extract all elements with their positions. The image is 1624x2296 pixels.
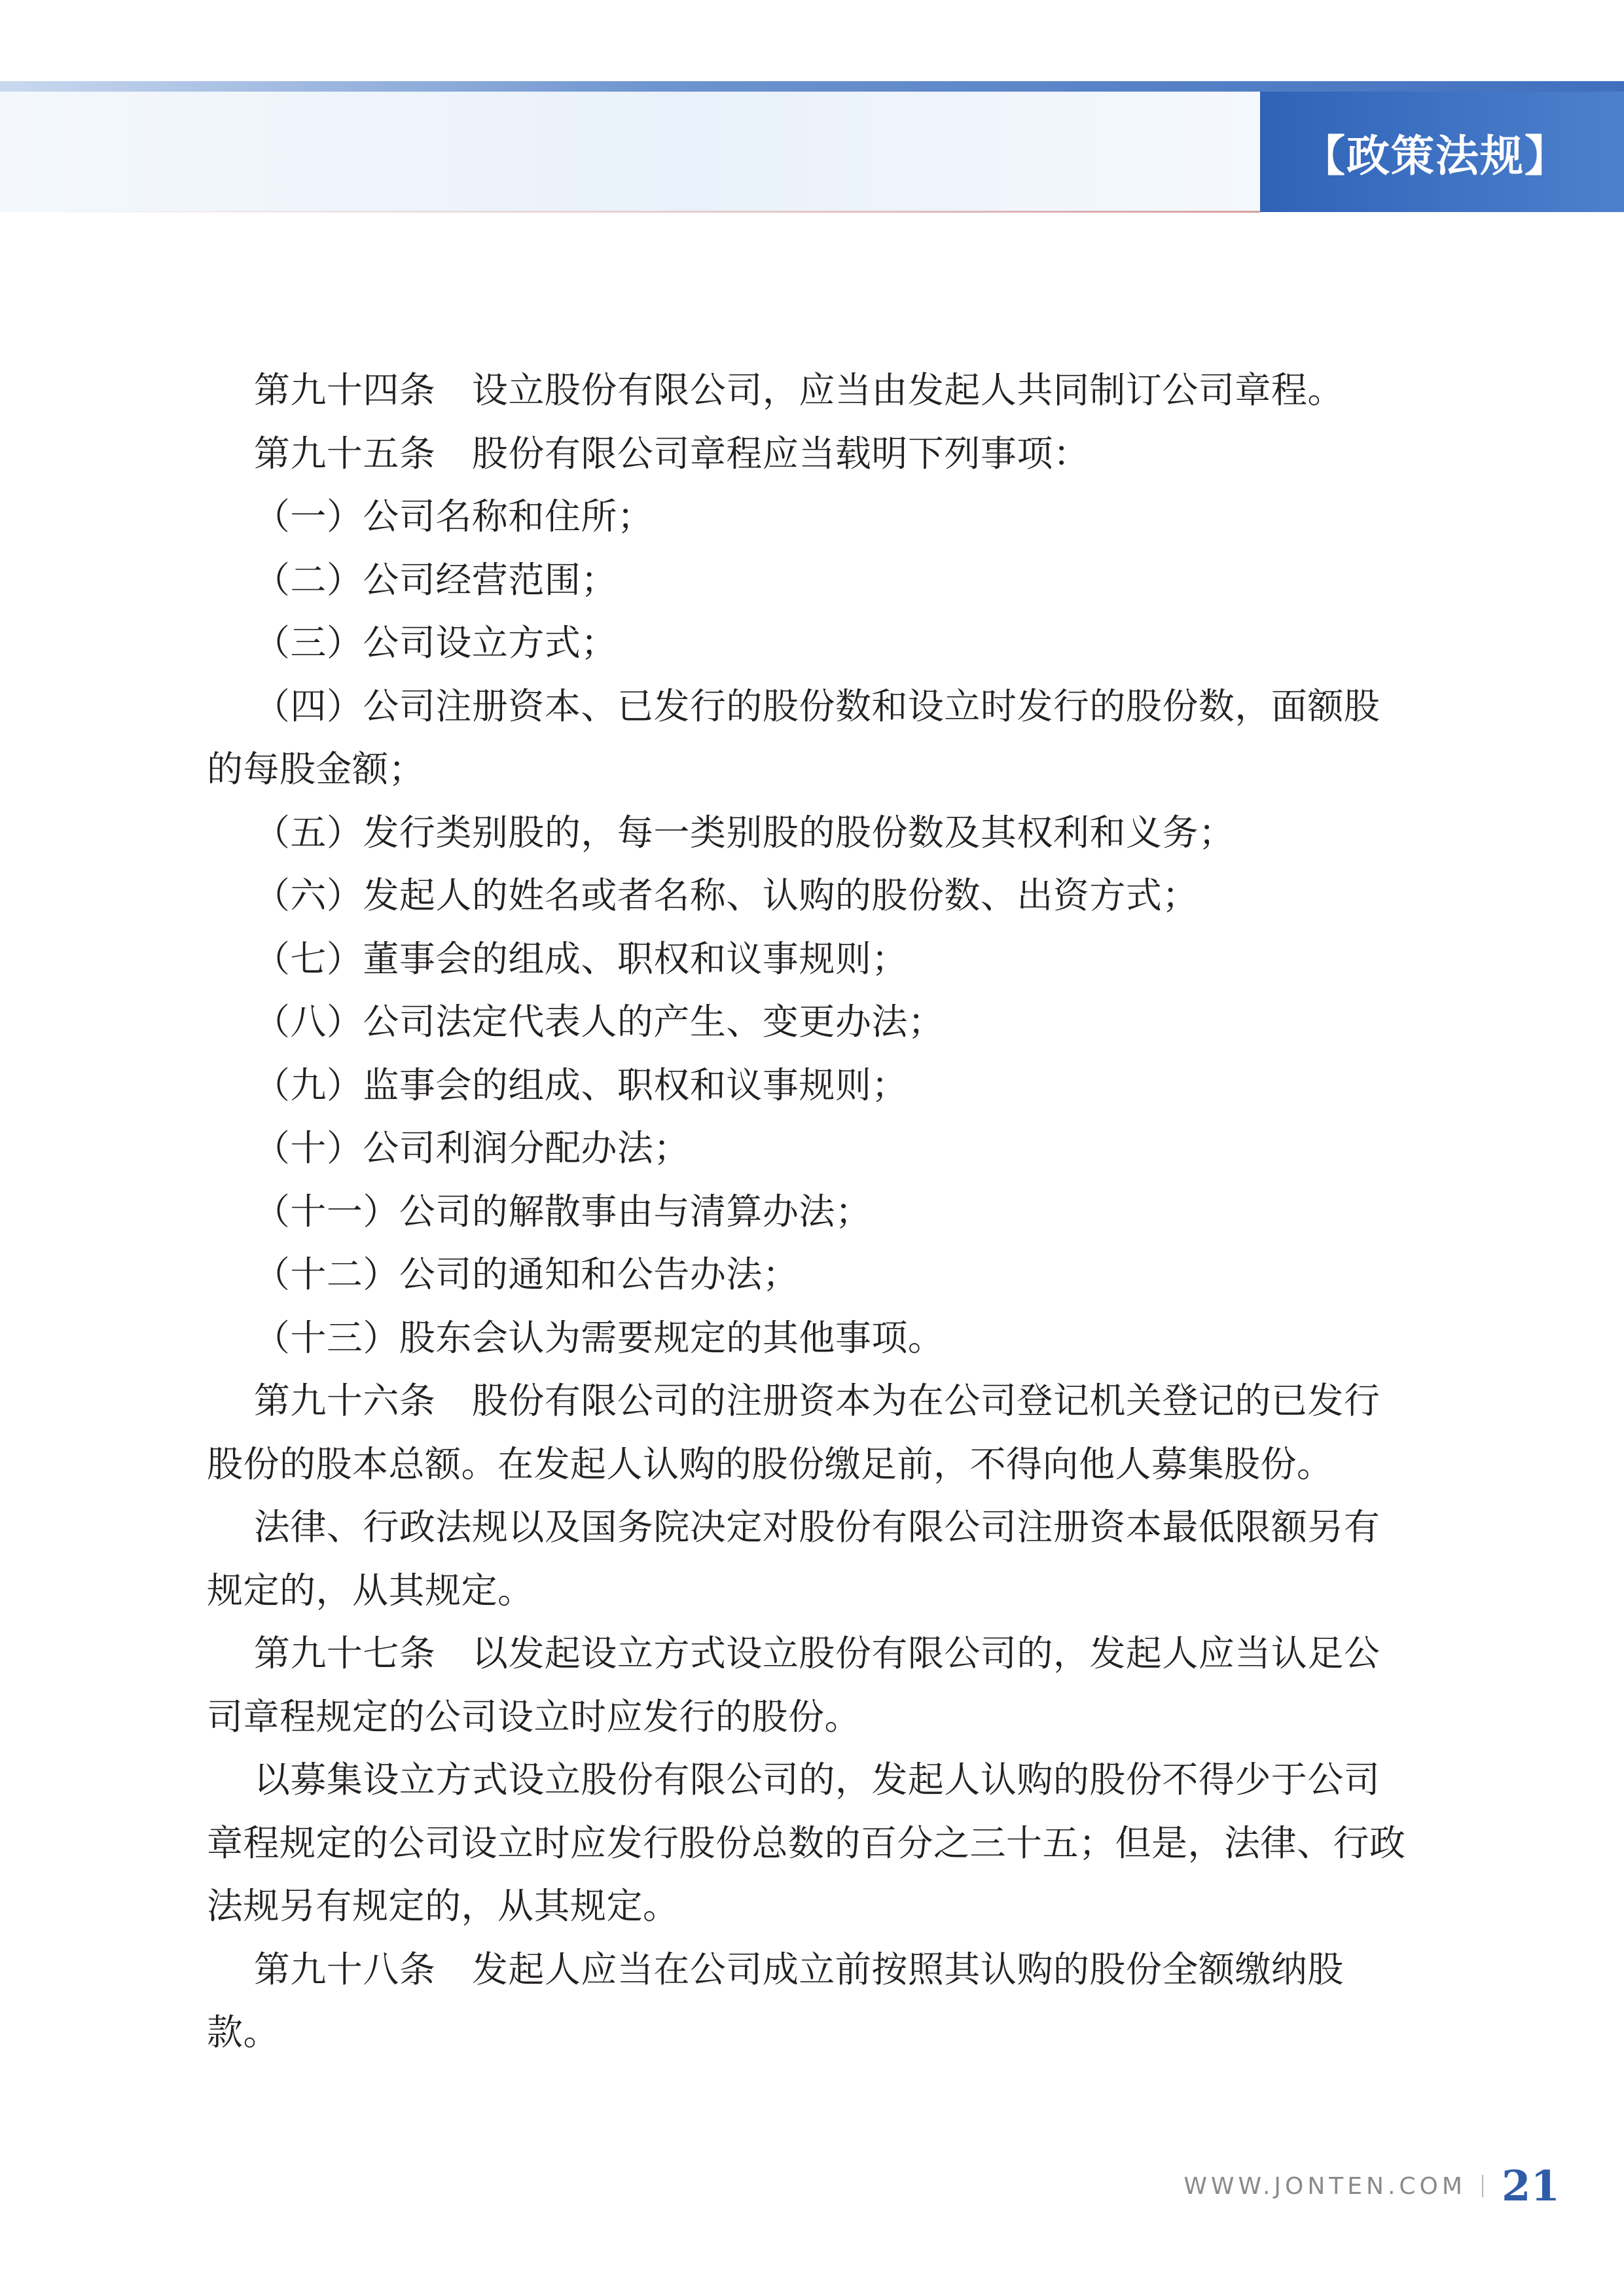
text-line: 司章程规定的公司设立时应发行的股份。	[207, 1695, 861, 1738]
footer-separator	[1482, 2175, 1483, 2197]
text-line: （八）公司法定代表人的产生、变更办法；	[207, 1001, 945, 1043]
section-tab-label: 【政策法规】	[1302, 130, 1569, 181]
text-line: （十）公司利润分配办法；	[207, 1127, 690, 1169]
text-line: 第九十四条 设立股份有限公司，应当由发起人共同制订公司章程。	[207, 369, 1344, 411]
text-line: （四）公司注册资本、已发行的股份数和设立时发行的股份数，面额股	[207, 685, 1380, 727]
header-band	[0, 92, 1260, 212]
header-accent-line	[0, 81, 1624, 92]
text-line: 股份的股本总额。在发起人认购的股份缴足前，不得向他人募集股份。	[207, 1443, 1333, 1485]
text-line: 规定的，从其规定。	[207, 1569, 534, 1611]
text-line: 以募集设立方式设立股份有限公司的，发起人认购的股份不得少于公司	[207, 1759, 1380, 1801]
text-line: （一）公司名称和住所；	[207, 495, 654, 537]
text-line: （二）公司经营范围；	[207, 558, 617, 601]
text-line: 法律、行政法规以及国务院决定对股份有限公司注册资本最低限额另有	[207, 1506, 1380, 1548]
text-line: （五）发行类别股的，每一类别股的股份数及其权利和义务；	[207, 811, 1235, 853]
text-line: 第九十六条 股份有限公司的注册资本为在公司登记机关登记的已发行	[207, 1380, 1380, 1422]
text-line: （十三）股东会认为需要规定的其他事项。	[207, 1316, 945, 1359]
page-footer	[1183, 2163, 1560, 2209]
text-line: 第九十八条 发起人应当在公司成立前按照其认购的股份全额缴纳股	[207, 1948, 1344, 1990]
text-line: （三）公司设立方式；	[207, 622, 617, 664]
text-line: （十二）公司的通知和公告办法；	[207, 1253, 799, 1295]
text-line: （六）发起人的姓名或者名称、认购的股份数、出资方式；	[207, 874, 1199, 916]
text-line: （七）董事会的组成、职权和议事规则；	[207, 937, 908, 980]
text-line: 款。	[207, 2011, 280, 2053]
website-url[interactable]: WWW.JONTEN.COM	[1183, 2172, 1466, 2200]
text-line: （九）监事会的组成、职权和议事规则；	[207, 1064, 908, 1106]
article-body	[207, 359, 1431, 2064]
text-line: （十一）公司的解散事由与清算办法；	[207, 1190, 872, 1232]
text-line: 章程规定的公司设立时应发行股份总数的百分之三十五；但是，法律、行政	[207, 1821, 1406, 1864]
text-line: 第九十五条 股份有限公司章程应当载明下列事项：	[207, 432, 1090, 475]
header-divider	[33, 211, 1260, 213]
page-number: 21	[1501, 2161, 1560, 2211]
text-line: 第九十七条 以发起设立方式设立股份有限公司的，发起人应当认足公	[207, 1632, 1380, 1674]
section-tab	[1260, 92, 1624, 212]
text-line: 法规另有规定的，从其规定。	[207, 1885, 679, 1927]
text-line: 的每股金额；	[207, 748, 425, 790]
